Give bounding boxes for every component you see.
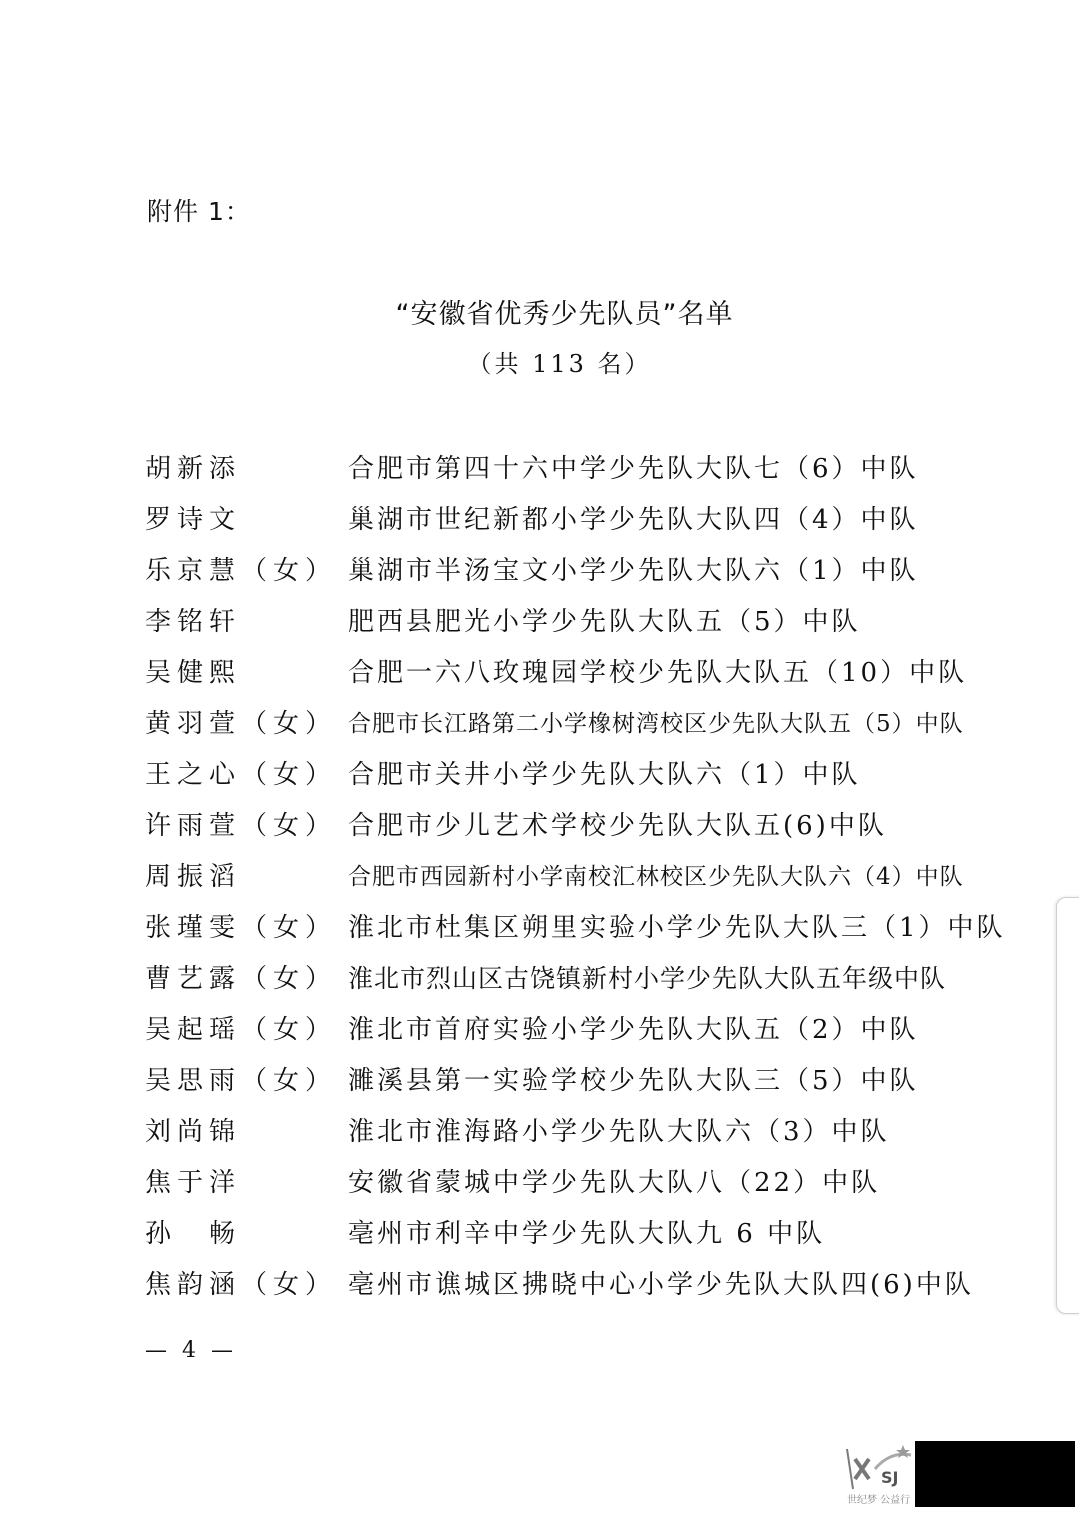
honoree-unit: 淮北市杜集区朔里实验小学少先队大队三（1）中队 (348, 913, 1006, 943)
list-item (145, 951, 965, 1002)
document-title: “安徽省优秀少先队员”名单 (395, 299, 734, 330)
honoree-name: 焦韵涵（女） (145, 1270, 338, 1300)
side-panel-tab[interactable] (1056, 897, 1079, 1314)
honoree-unit: 淮北市淮海路小学少先队大队六（3）中队 (348, 1117, 890, 1147)
page-number: — 4 — (145, 1338, 237, 1363)
honoree-name: 周振滔 (145, 862, 242, 892)
honoree-unit: 巢湖市世纪新都小学少先队大队四（4）中队 (348, 505, 919, 535)
svg-text:SJ: SJ (881, 1468, 899, 1487)
honoree-name: 黄羽萱（女） (145, 709, 338, 739)
honoree-unit: 合肥市第四十六中学少先队大队七（6）中队 (348, 454, 919, 484)
honoree-unit: 淮北市烈山区古饶镇新村小学少先队大队五年级中队 (348, 963, 947, 993)
honoree-unit: 合肥市长江路第二小学橡树湾校区少先队大队五（5）中队 (348, 711, 964, 737)
document-subtitle: （共 113 名） (467, 350, 652, 378)
honoree-unit: 淮北市首府实验小学少先队大队五（2）中队 (348, 1015, 919, 1045)
honoree-unit: 合肥市少儿艺术学校少先队大队五(6)中队 (348, 811, 887, 841)
honoree-unit: 合肥市西园新村小学南校汇林校区少先队大队六（4）中队 (348, 864, 964, 890)
honoree-name: 吴起瑶（女） (145, 1015, 338, 1045)
list-item (145, 1104, 965, 1155)
list-item (145, 594, 965, 645)
honoree-unit: 亳州市谯城区拂晓中心小学少先队大队四(6)中队 (348, 1270, 974, 1300)
honoree-name: 罗诗文 (145, 505, 242, 535)
honoree-name: 孙 畅 (145, 1219, 242, 1249)
honoree-name: 许雨萱（女） (145, 811, 338, 841)
honoree-name: 王之心（女） (145, 760, 338, 790)
honoree-name: 吴思雨（女） (145, 1066, 338, 1096)
list-item (145, 441, 965, 492)
list-item (145, 1053, 965, 1104)
list-item (145, 645, 968, 696)
list-item (145, 696, 965, 747)
honoree-name: 张瑾雯（女） (145, 913, 338, 943)
watermark (845, 1441, 1075, 1507)
honoree-unit: 安徽省蒙城中学少先队大队八（22）中队 (348, 1168, 881, 1198)
list-item (145, 1206, 965, 1257)
honoree-name: 吴健熙 (145, 658, 242, 688)
watermark-dark-block (915, 1441, 1075, 1507)
honoree-unit: 巢湖市半汤宝文小学少先队大队六（1）中队 (348, 556, 919, 586)
list-item (145, 1155, 965, 1206)
list-item (145, 798, 965, 849)
honoree-name: 刘尚锦 (145, 1117, 242, 1147)
honoree-unit: 濉溪县第一实验学校少先队大队三（5）中队 (348, 1066, 919, 1096)
honoree-unit: 肥西县肥光小学少先队大队五（5）中队 (348, 607, 861, 637)
honoree-name: 李铭轩 (145, 607, 242, 637)
honoree-unit: 合肥一六八玫瑰园学校少先队大队五（10）中队 (348, 658, 968, 688)
honoree-unit: 亳州市利辛中学少先队大队九 6 中队 (348, 1219, 826, 1249)
honoree-unit: 合肥市关井小学少先队大队六（1）中队 (348, 760, 861, 790)
list-item (145, 1002, 965, 1053)
attachment-label: 附件 1： (147, 197, 251, 226)
list-item (145, 900, 1006, 951)
honoree-name: 曹艺露（女） (145, 964, 338, 994)
honoree-name: 胡新添 (145, 454, 242, 484)
list-item (145, 492, 965, 543)
list-item (145, 1257, 974, 1308)
list-item (145, 543, 965, 594)
list-item (145, 849, 965, 900)
honoree-name: 焦于洋 (145, 1168, 242, 1198)
honoree-list (145, 441, 1006, 1308)
list-item (145, 747, 965, 798)
honoree-name: 乐京慧（女） (145, 556, 338, 586)
watermark-slogan: 世纪梦 公益行 (847, 1495, 911, 1506)
